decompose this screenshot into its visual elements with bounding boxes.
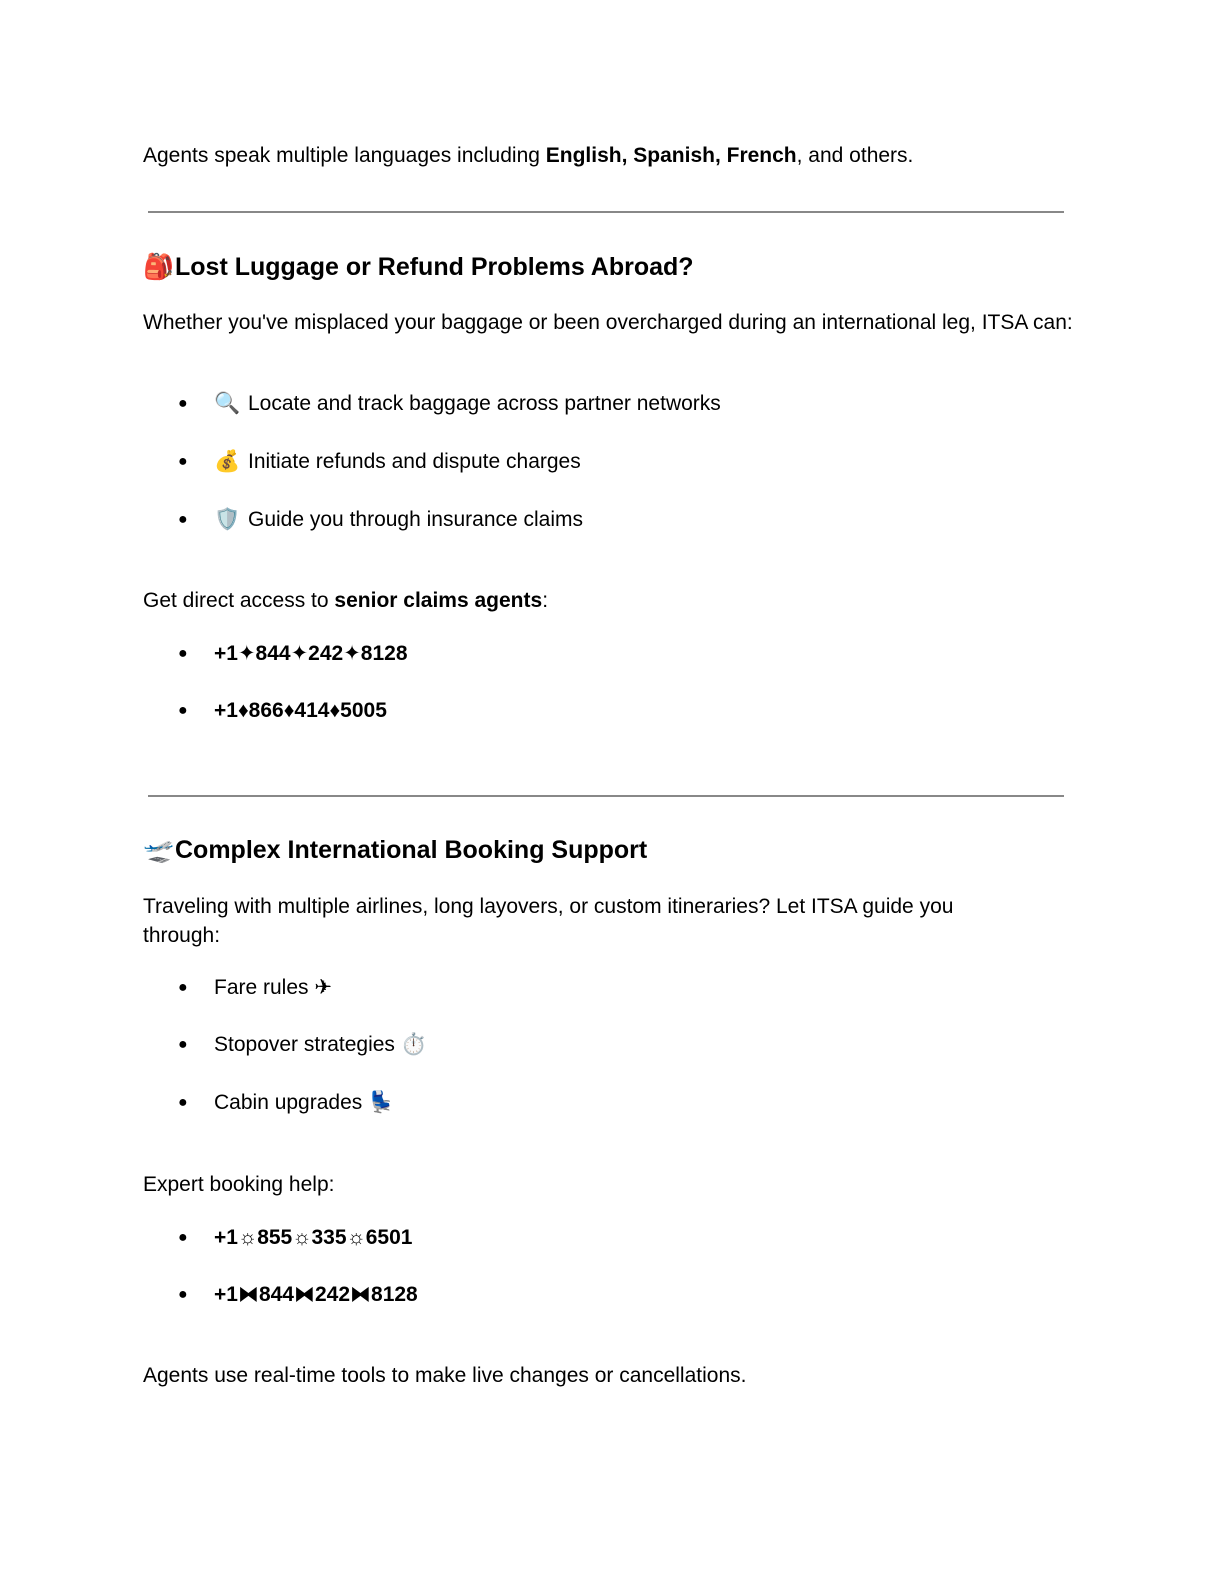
list-item [178,1223,412,1252]
shield-icon: 🛡️ [214,508,241,531]
phone-number: +1⧓844⧓242⧓8128 [214,1283,418,1306]
phone-number: +1✦844✦242✦8128 [214,642,408,665]
list-item [178,1088,394,1117]
phone-number: +1☼855☼335☼6501 [214,1226,413,1249]
backpack-icon: 🎒 [143,253,175,281]
phone-number: +1♦866♦414♦5005 [214,699,387,722]
list-item [178,1030,427,1059]
money-bag-icon: 💰 [214,450,241,473]
bullet-icon: ● [178,511,188,528]
claims-access-prefix: Get direct access to [143,589,335,612]
bullet-icon: ● [178,1229,188,1246]
footer-text: Agents use real-time tools to make live changes or cancellations. [143,1364,747,1387]
languages-list: English, Spanish, French [545,144,797,167]
list-item-text: Locate and track baggage across partner networks [248,392,721,415]
list-item-text: Fare rules [214,976,309,999]
bullet-icon: ● [178,645,188,662]
bullet-icon: ● [178,702,188,719]
list-item-text: Guide you through insurance claims [248,508,584,531]
booking-description: Traveling with multiple airlines, long layovers, or custom itineraries? Let ITSA guide you through: [143,895,954,947]
seat-icon: 💺 [368,1091,395,1114]
luggage-description: Whether you've misplaced your baggage or been overcharged during an international leg, ITSA can: [143,311,1073,334]
list-item-text: Stopover strategies [214,1033,395,1056]
list-item-text: Cabin upgrades [214,1091,363,1114]
languages-suffix: , and others. [796,144,914,167]
languages-prefix: Agents speak multiple languages including [143,144,546,167]
divider [148,211,1064,213]
list-item [178,447,581,476]
languages-text [143,141,913,170]
booking-heading [143,834,647,866]
bullet-icon: ● [178,453,188,470]
list-item-text: Initiate refunds and dispute charges [248,450,581,473]
bullet-icon: ● [178,395,188,412]
bullet-icon: ● [178,1286,188,1303]
airplane-departure-icon: 🛫 [143,836,175,864]
luggage-title: Lost Luggage or Refund Problems Abroad? [175,253,694,281]
airplane-icon: ✈ [314,976,332,999]
bullet-icon: ● [178,1036,188,1053]
claims-access-text [143,586,548,615]
list-item [178,1280,418,1309]
bullet-icon: ● [178,1094,188,1111]
luggage-heading [143,251,694,283]
magnifier-icon: 🔍 [214,392,241,415]
booking-help-label: Expert booking help: [143,1173,335,1196]
list-item [178,973,332,1002]
booking-title: Complex International Booking Support [175,836,648,864]
list-item [178,389,721,418]
list-item [178,639,408,668]
bullet-icon: ● [178,979,188,996]
divider [148,795,1064,797]
list-item [178,696,387,725]
claims-access-suffix: : [542,589,549,612]
claims-access-bold: senior claims agents [334,589,543,612]
list-item [178,505,583,534]
stopwatch-icon: ⏱️ [400,1033,427,1056]
